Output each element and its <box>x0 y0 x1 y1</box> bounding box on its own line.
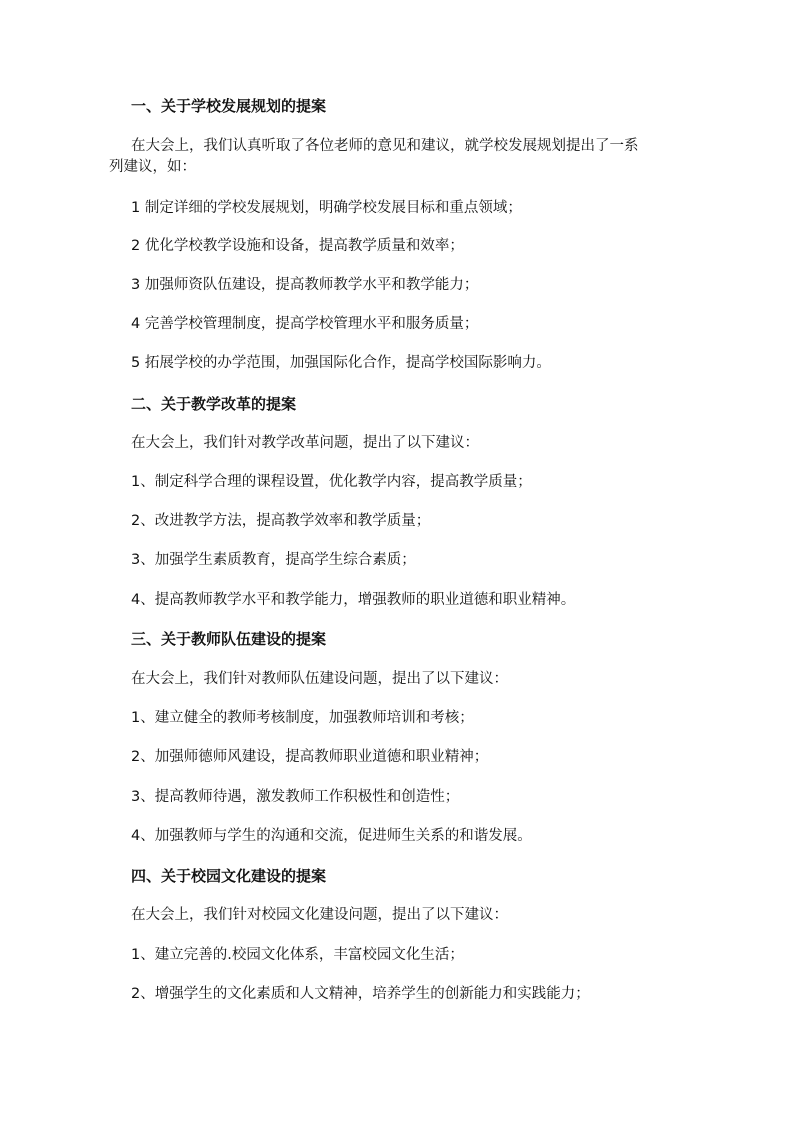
section-4-heading: 四、关于校园文化建设的提案 <box>131 867 327 885</box>
section-3-item: 1、建立健全的教师考核制度，加强教师培训和考核； <box>131 710 474 726</box>
section-3-intro: 在大会上，我们针对教师队伍建设问题，提出了以下建议： <box>131 671 508 687</box>
section-1-item: 2 优化学校教学设施和设备，提高教学质量和效率； <box>131 238 464 254</box>
section-2-intro: 在大会上，我们针对教学改革问题，提出了以下建议： <box>131 435 479 451</box>
section-3-heading: 三、关于教师队伍建设的提案 <box>131 630 327 648</box>
section-2-item: 3、加强学生素质教育，提高学生综合素质； <box>131 552 416 568</box>
section-4-intro: 在大会上，我们针对校园文化建设问题，提出了以下建议： <box>131 907 508 923</box>
section-1-intro-line-1: 在大会上，我们认真听取了各位老师的意见和建议，就学校发展规划提出了一系 <box>131 138 639 154</box>
section-1-heading: 一、关于学校发展规划的提案 <box>131 97 327 115</box>
section-1-item: 5 拓展学校的办学范围，加强国际化合作，提高学校国际影响力。 <box>131 355 551 371</box>
section-2-heading: 二、关于教学改革的提案 <box>131 395 297 413</box>
section-1-item: 1 制定详细的学校发展规划，明确学校发展目标和重点领域； <box>131 200 522 216</box>
section-1-intro-line-2: 列建议，如： <box>109 159 196 175</box>
section-2-item: 4、提高教师教学水平和教学能力，增强教师的职业道德和职业精神。 <box>131 592 576 608</box>
section-2-item: 1、制定科学合理的课程设置，优化教学内容，提高教学质量； <box>131 474 532 490</box>
section-2-item: 2、改进教学方法，提高教学效率和教学质量； <box>131 513 431 529</box>
section-3-item: 2、加强师德师风建设，提高教师职业道德和职业精神； <box>131 749 489 765</box>
section-3-item: 3、提高教师待遇，激发教师工作积极性和创造性； <box>131 789 460 805</box>
section-4-item: 2、增强学生的文化素质和人文精神，培养学生的创新能力和实践能力； <box>131 986 590 1002</box>
section-1-item: 4 完善学校管理制度，提高学校管理水平和服务质量； <box>131 316 479 332</box>
section-3-item: 4、加强教师与学生的沟通和交流，促进师生关系的和谐发展。 <box>131 828 532 844</box>
section-4-item: 1、建立完善的.校园文化体系，丰富校园文化生活； <box>131 947 464 963</box>
section-1-item: 3 加强师资队伍建设，提高教师教学水平和教学能力； <box>131 277 479 293</box>
